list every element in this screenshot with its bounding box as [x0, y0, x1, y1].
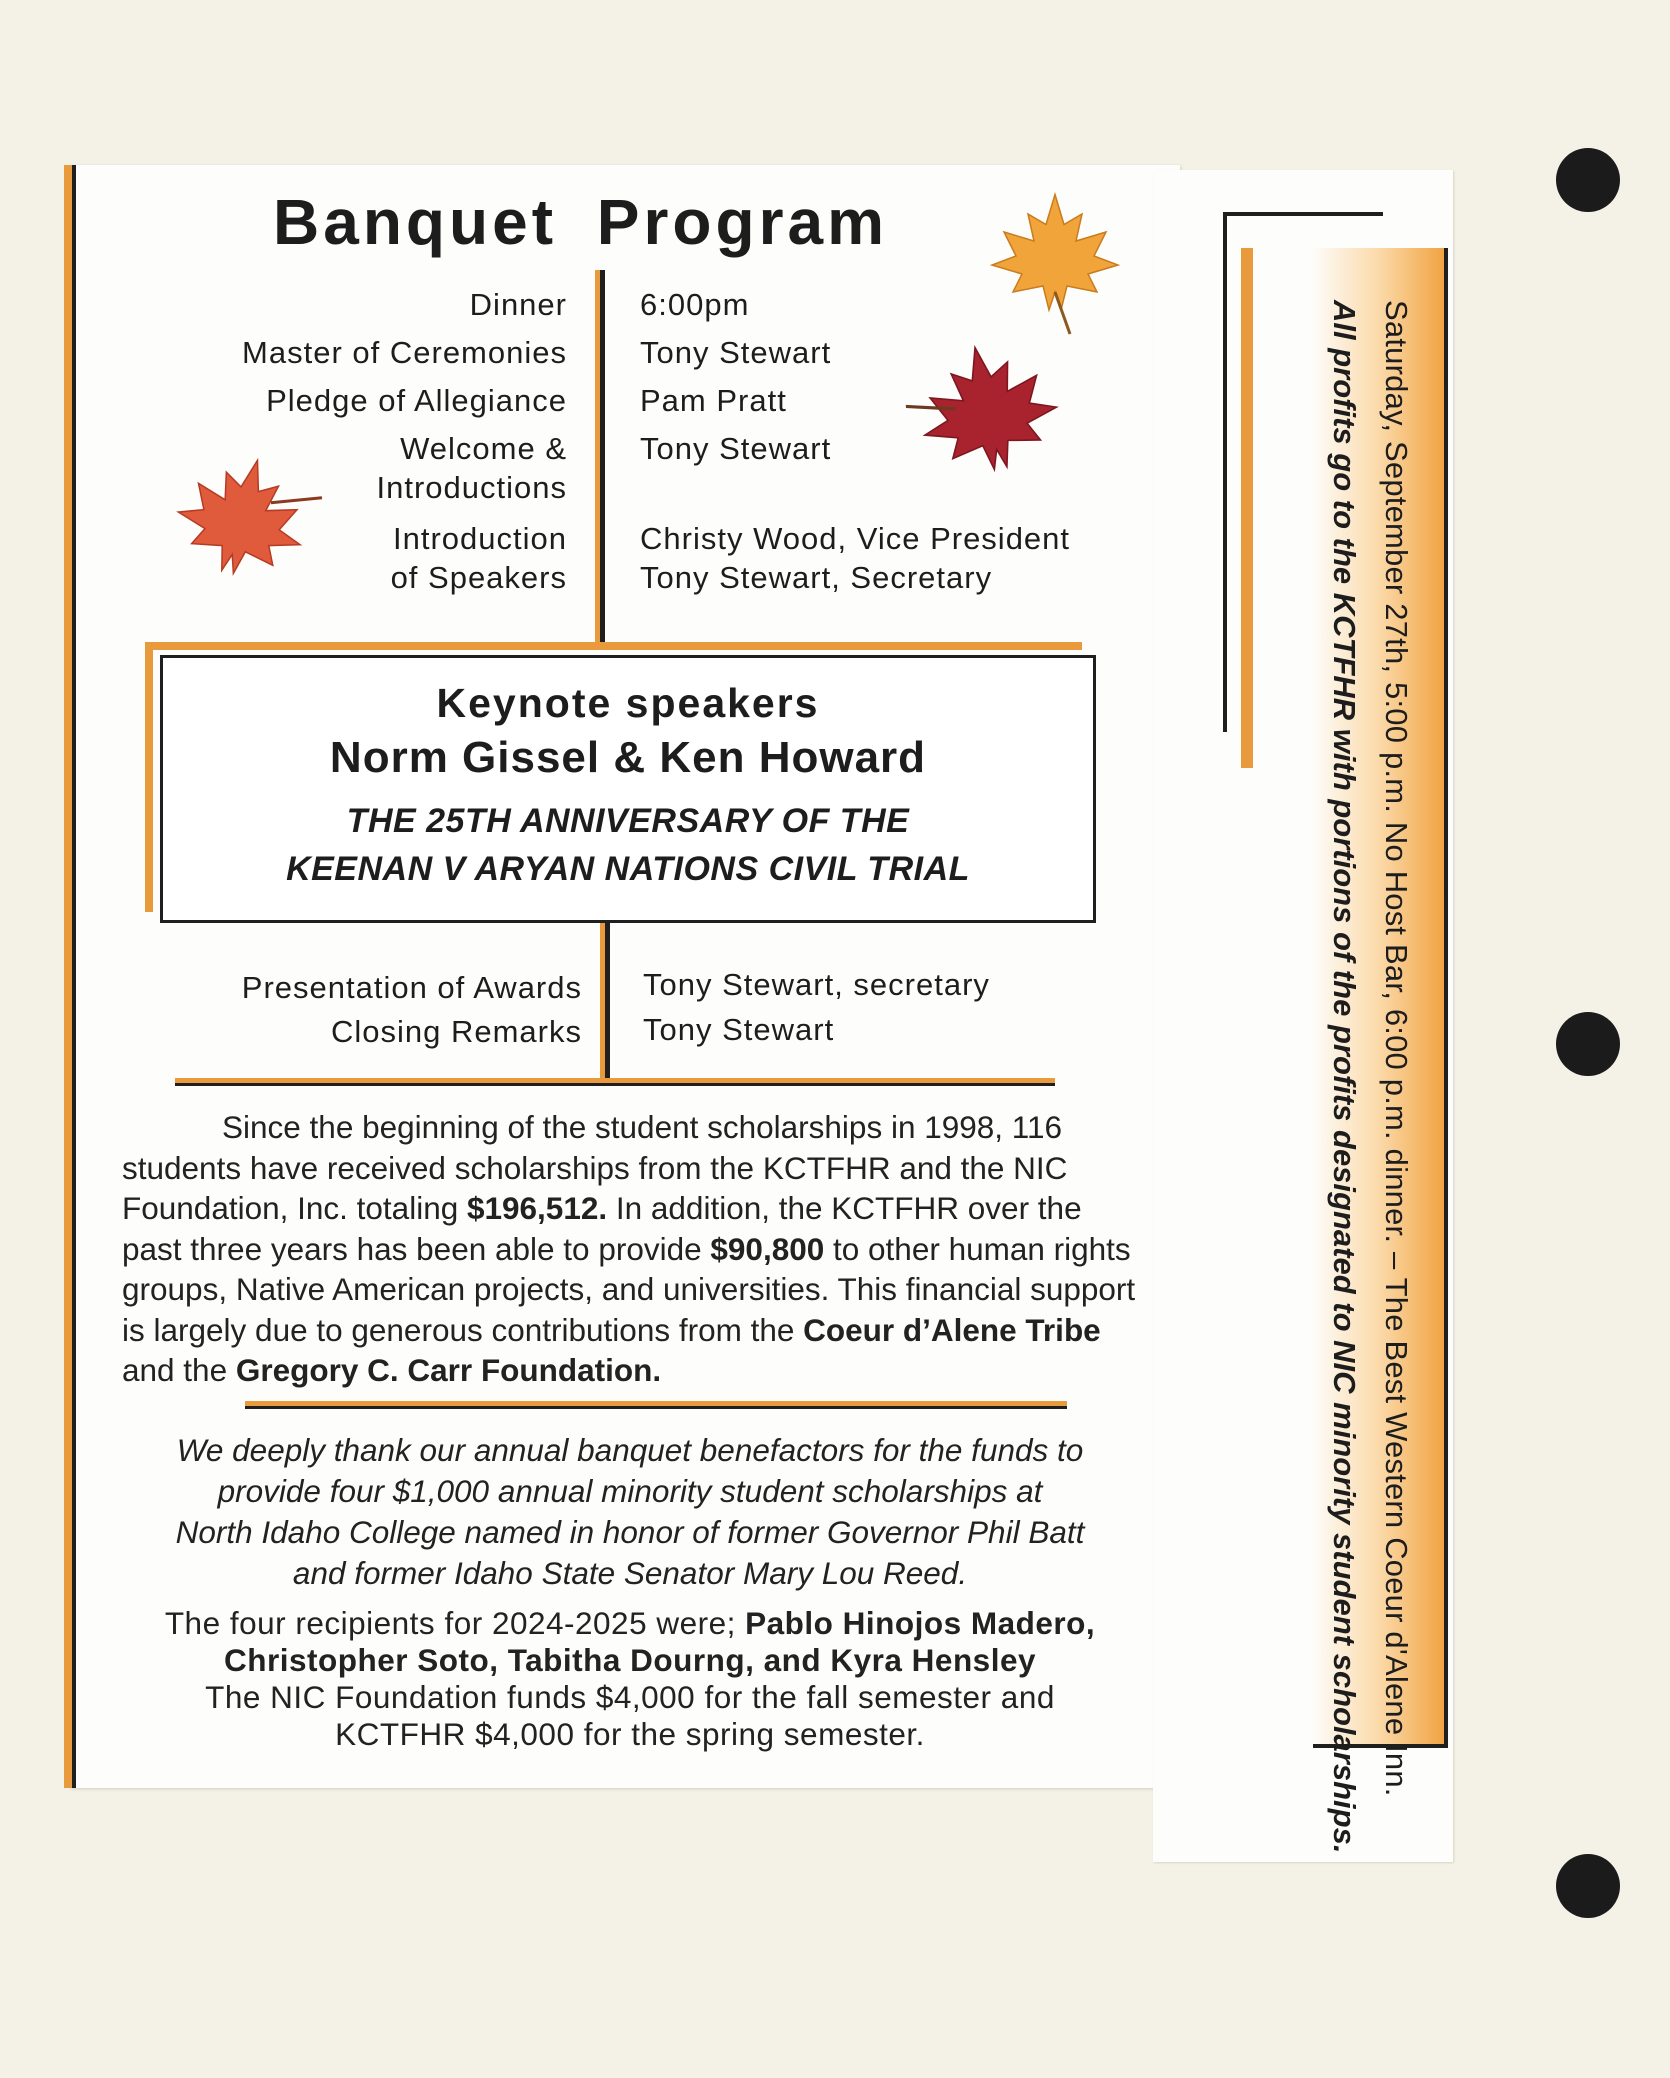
strip-orange-left-rule	[1241, 248, 1253, 768]
keynote-box	[160, 655, 1096, 923]
keynote-heading: Keynote speakers	[436, 680, 820, 726]
program-label-master-of-ceremonies: Master of Ceremonies	[242, 335, 567, 370]
maple-leaf-gold-icon	[980, 177, 1130, 347]
program-label-welcome: Welcome &	[400, 431, 567, 466]
program-value-pledge: Pam Pratt	[640, 383, 787, 418]
keynote-orange-left	[145, 642, 153, 912]
recipients-section	[100, 1605, 1160, 1753]
total-amount: $196,512.	[466, 1190, 608, 1226]
divider-black-2	[245, 1406, 1067, 1409]
para-part-4: and the	[122, 1352, 236, 1388]
program-value-welcome: Tony Stewart	[640, 431, 832, 466]
para-part-2: In addition, the KCTFHR over the past three years has been able to provide	[122, 1190, 1082, 1267]
profits-note-text: All profits go to the KCTFHR with portions of the profits designated to NIC minority student scholarships.	[1327, 300, 1362, 1854]
hole-punch	[1556, 1012, 1620, 1076]
keynote-orange-top	[145, 642, 1082, 650]
program-value-closing: Tony Stewart	[643, 1012, 835, 1047]
program-label-dinner: Dinner	[469, 287, 567, 322]
benefactor-thanks	[100, 1430, 1160, 1594]
recipient-names-2: Christopher Soto, Tabitha Dourng, and Kyra Hensley	[223, 1642, 1036, 1678]
program-label-pledge: Pledge of Allegiance	[266, 383, 567, 418]
hole-punch	[1556, 1854, 1620, 1918]
thanks-line: We deeply thank our annual banquet benefactors for the funds to	[176, 1432, 1084, 1468]
scholarship-paragraph	[122, 1107, 1142, 1391]
groups-amount: $90,800	[710, 1230, 825, 1267]
org-carr-foundation: Gregory C. Carr Foundation.	[235, 1352, 662, 1388]
event-details-text: Saturday, September 27th, 5:00 p.m. No Host Bar, 6:00 p.m. dinner. – The Best Western Coeur d'Alene Inn.	[1379, 300, 1414, 1797]
funding-line-1: The NIC Foundation funds $4,000 for the fall semester and	[205, 1679, 1055, 1715]
strip-black-left-rule	[1223, 212, 1227, 732]
program-value-speaker-2: Tony Stewart, Secretary	[640, 560, 993, 595]
org-coeur-dalene-tribe: Coeur d’Alene Tribe	[803, 1311, 1101, 1348]
program-value-speaker-1: Christy Wood, Vice President	[640, 521, 1071, 556]
hole-punch	[1556, 148, 1620, 212]
strip-black-top-rule	[1223, 212, 1383, 216]
banquet-flyer	[70, 165, 1180, 1788]
program-label-closing: Closing Remarks	[330, 1014, 582, 1049]
thanks-line: and former Idaho State Senator Mary Lou Reed.	[292, 1555, 968, 1591]
thanks-line: North Idaho College named in honor of former Governor Phil Batt	[175, 1514, 1085, 1550]
divider-black	[175, 1083, 1055, 1086]
funding-line-2: KCTFHR $4,000 for the spring semester.	[335, 1716, 925, 1752]
program-label-of-speakers: of Speakers	[390, 560, 567, 595]
thanks-line: provide four $1,000 annual minority student scholarships at	[217, 1473, 1043, 1509]
recipients-intro: The four recipients for 2024-2025 were;	[164, 1605, 746, 1641]
program-value-awards: Tony Stewart, secretary	[643, 967, 990, 1002]
program-label-introductions: Introductions	[376, 470, 567, 505]
center-black-rule	[600, 270, 605, 650]
maple-leaf-red-icon	[894, 318, 1086, 518]
event-details-strip	[1153, 170, 1453, 1862]
strip-black-right-rule	[1444, 248, 1448, 1748]
program-label-awards: Presentation of Awards	[241, 970, 582, 1005]
page-title: Banquet Program	[273, 186, 888, 258]
para-part-3: to other human rights groups, Native American projects, and universities. This financial support is largely due to generous contributions from the	[122, 1230, 1136, 1348]
recipient-names-1: Pablo Hinojos Madero,	[745, 1605, 1096, 1641]
center-black-rule-2	[605, 923, 610, 1085]
program-label-introduction: Introduction	[393, 521, 567, 556]
para-part-1: Since the beginning of the student scholarships in 1998, 116 students have received scholarships from the KCTFHR and the NIC Foundation, Inc. totaling	[122, 1109, 1068, 1226]
keynote-subtitle-line-1: THE 25TH ANNIVERSARY OF THE	[346, 802, 910, 840]
keynote-speaker-names: Norm Gissel & Ken Howard	[329, 733, 927, 782]
program-value-dinner: 6:00pm	[640, 287, 750, 322]
keynote-subtitle-line-2: KEENAN V ARYAN NATIONS CIVIL TRIAL	[286, 850, 970, 888]
program-value-master-of-ceremonies: Tony Stewart	[640, 335, 832, 370]
